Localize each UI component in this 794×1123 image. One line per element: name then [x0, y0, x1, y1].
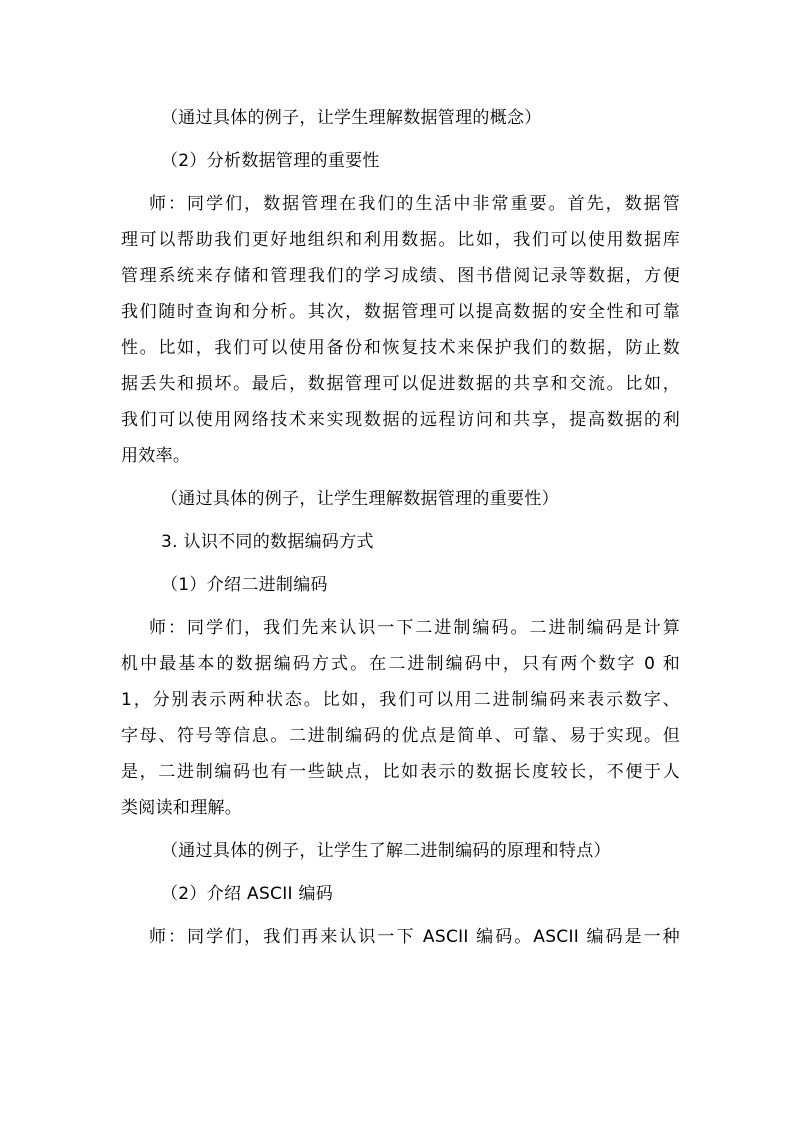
paragraph-line: 机中最基本的数据编码方式。在二进制编码中，只有两个数字 0 和: [121, 654, 680, 674]
paragraph-line: 是，二进制编码也有一些缺点，比如表示的数据长度较长，不便于人: [121, 762, 680, 782]
section-heading-encoding: 3. 认识不同的数据编码方式: [161, 532, 374, 552]
paragraph-line: 管理系统来存储和管理我们的学习成绩、图书借阅记录等数据，方便: [121, 266, 680, 286]
annotation-concept: （通过具体的例子，让学生理解数据管理的概念）: [161, 108, 542, 128]
paragraph-line: 类阅读和理解。: [121, 798, 243, 818]
annotation-importance: （通过具体的例子，让学生理解数据管理的重要性）: [161, 489, 559, 509]
paragraph-binary: [121, 610, 680, 826]
paragraph-line: 用效率。: [121, 446, 191, 466]
document-body: [121, 100, 680, 955]
subheading-importance: （2）分析数据管理的重要性: [161, 151, 380, 171]
paragraph-line: 据丢失和损坏。最后，数据管理可以促进数据的共享和交流。比如，: [121, 374, 680, 394]
paragraph-ascii: [121, 919, 680, 955]
paragraph-importance: [121, 186, 680, 474]
paragraph-line: 字母、符号等信息。二进制编码的优点是简单、可靠、易于实现。但: [121, 726, 680, 746]
paragraph-line: 理可以帮助我们更好地组织和利用数据。比如，我们可以使用数据库: [121, 230, 680, 250]
paragraph-line: 师：同学们，我们先来认识一下二进制编码。二进制编码是计算: [149, 618, 680, 638]
paragraph-line: 性。比如，我们可以使用备份和恢复技术来保护我们的数据，防止数: [121, 338, 680, 358]
paragraph-line: 我们可以使用网络技术来实现数据的远程访问和共享，提高数据的利: [121, 410, 680, 430]
subheading-binary: （1）介绍二进制编码: [161, 575, 328, 595]
subheading-ascii: （2）介绍 ASCII 编码: [161, 884, 334, 904]
annotation-binary: （通过具体的例子，让学生了解二进制编码的原理和特点）: [161, 841, 611, 861]
paragraph-line: 师：同学们，数据管理在我们的生活中非常重要。首先，数据管: [149, 194, 680, 214]
paragraph-line: 师：同学们，我们再来认识一下 ASCII 编码。ASCII 编码是一种: [149, 927, 680, 947]
paragraph-line: 我们随时查询和分析。其次，数据管理可以提高数据的安全性和可靠: [121, 302, 680, 322]
paragraph-line: 1，分别表示两种状态。比如，我们可以用二进制编码来表示数字、: [121, 690, 680, 710]
